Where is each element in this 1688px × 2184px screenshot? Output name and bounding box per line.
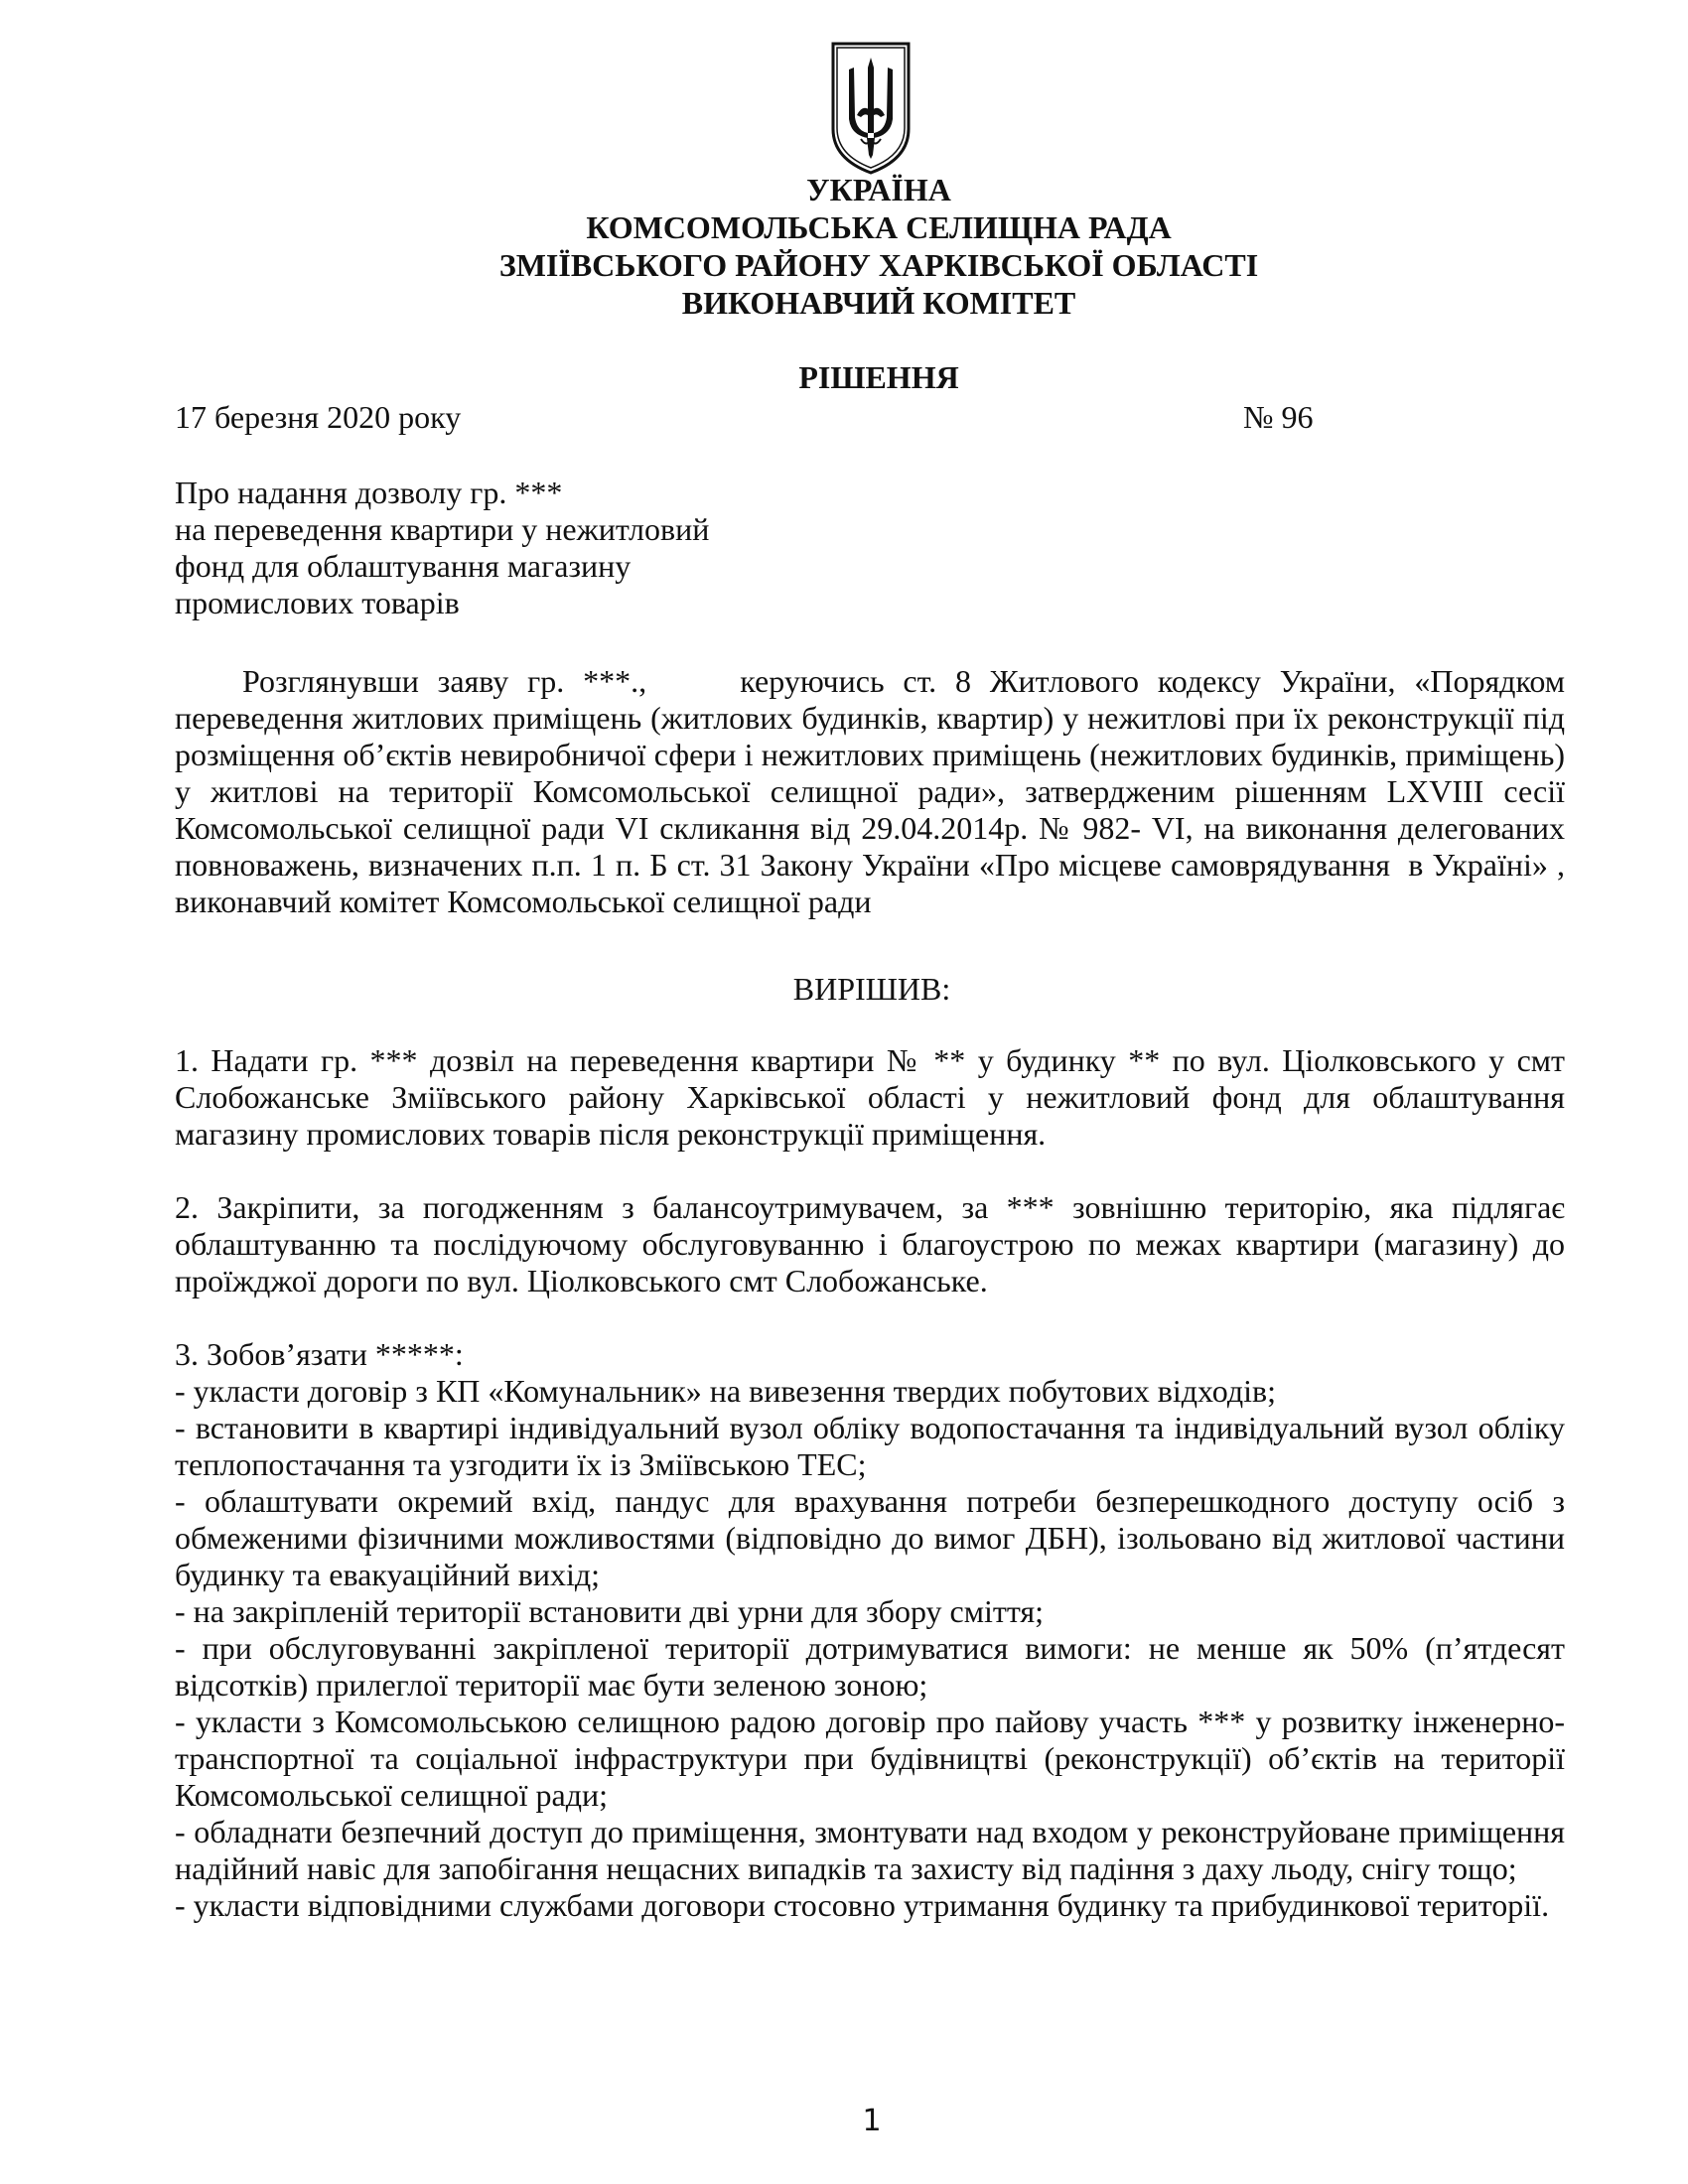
list-item: - на закріпленій території встановити дві урни для збору сміття; (175, 1593, 1045, 1629)
list-item: - встановити в квартирі індивідуальний вузол обліку водопостачання та індивідуальний вузол обліку теплопостачання та узгодити їх із Зміївською ТЕС; (175, 1410, 1565, 1482)
coat-of-arms-trident-icon (827, 38, 914, 177)
header-committee: ВИКОНАВЧИЙ КОМІТЕТ (681, 285, 1076, 321)
decision-title: РІШЕННЯ (798, 359, 959, 395)
list-item: - при обслуговуванні закріпленої території дотримуватися вимоги: не менше як 50% (п’ятдесят відсотків) прилеглої території має бути зеленою зоною; (175, 1630, 1565, 1703)
document-header (0, 171, 1688, 322)
subject-line: на переведення квартири у нежитловий (175, 511, 710, 547)
decision-item-3-title: 3. Зобов’язати *****: (175, 1336, 464, 1372)
decision-item-1: 1. Надати гр. *** дозвіл на переведення квартири № ** у будинку ** по вул. Ціолковського у смт Слобожанське Зміївського району Харківської області у нежитловий фонд для облаштування магазину промислових товарів після реконструкції приміщення. (175, 1042, 1565, 1152)
preamble (175, 663, 1573, 920)
list-item: - укласти договір з КП «Комунальник» на вивезення твердих побутових відходів; (175, 1373, 1277, 1409)
subject-line: Про надання дозволу гр. *** (175, 475, 563, 510)
header-country: УКРАЇНА (806, 172, 951, 207)
page-number: 1 (862, 2104, 882, 2138)
list-item: - укласти з Комсомольською селищною радою договір про пайову участь *** у розвитку інженерно-транспортної та соціальної інфраструктури при будівництві (реконструкції) об’єктів на території Комсомольської селищної ради; (175, 1704, 1565, 1813)
header-district: ЗМІЇВСЬКОГО РАЙОНУ ХАРКІВСЬКОЇ ОБЛАСТІ (498, 247, 1259, 283)
decision-items (175, 1042, 1565, 1924)
subject-line: промислових товарів (175, 585, 460, 620)
header-council: КОМСОМОЛЬСЬКА СЕЛИЩНА РАДА (586, 209, 1172, 245)
decision-subject (175, 475, 709, 621)
decision-number: № 96 (1243, 399, 1314, 435)
decision-date: 17 березня 2020 року (175, 399, 462, 435)
preamble-text: Розглянувши заяву гр. ***., керуючись ст. 8 Житлового кодексу України, «Порядком переведення житлових приміщень (житлових будинків, квартир) у нежитлові при їх реконструкції під розміщення об’єктів невиробничої сфери і нежитлових приміщень (нежитлових будинків, приміщень) у житлові на території Комсомольської селищної ради», затвердженим рішенням LXVIII сесії Комсомольської селищної ради VI скликання від 29.04.2014р. № 982- VI, на виконання делегованих повноважень, визначених п.п. 1 п. Б ст. 31 Закону України «Про місцеве самоврядування в Україні» , виконавчий комітет Комсомольської селищної ради (175, 663, 1573, 919)
subject-line: фонд для облаштування магазину (175, 548, 632, 584)
resolved-heading: ВИРІШИВ: (792, 971, 951, 1007)
list-item: - облаштувати окремий вхід, пандус для врахування потреби безперешкодного доступу осіб з обмеженими фізичними можливостями (відповідно до вимог ДБН), ізольовано від житлової частини будинку та евакуаційний вихід; (175, 1483, 1565, 1592)
list-item: - укласти відповідними службами договори стосовно утримання будинку та прибудинкової території. (175, 1887, 1550, 1923)
list-item: - обладнати безпечний доступ до приміщення, змонтувати над входом у реконструйоване приміщення надійний навіс для запобігання нещасних випадків та захисту від падіння з даху льоду, снігу тощо; (175, 1814, 1565, 1886)
decision-item-2: 2. Закріпити, за погодженням з балансоутримувачем, за *** зовнішню територію, яка підлягає облаштуванню та послідуючому обслуговуванню і благоустрою по межах квартири (магазину) до проїжджої дороги по вул. Ціолковського смт Слобожанське. (175, 1189, 1565, 1298)
